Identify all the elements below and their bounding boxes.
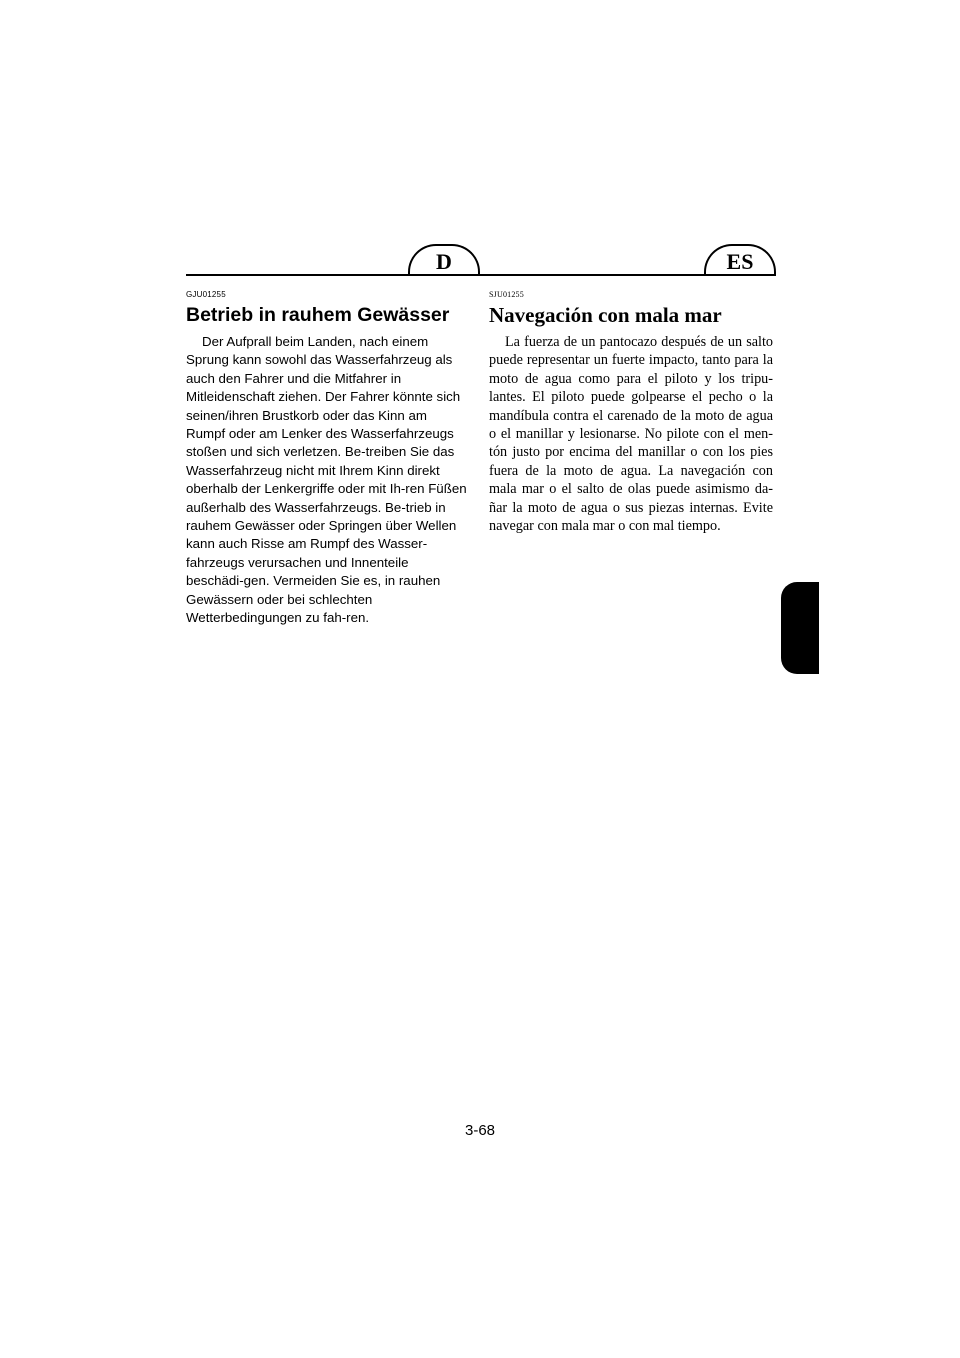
language-tab-spanish — [704, 244, 776, 276]
spanish-column — [489, 290, 773, 535]
page-number: 3-68 — [464, 1122, 496, 1139]
german-section-code: GJU01255 — [186, 290, 226, 299]
german-column — [186, 290, 468, 628]
spanish-section-title: Navegación con mala mar — [489, 303, 722, 327]
spanish-section-body: La fuerza de un pantocazo después de un salto puede representar un fuerte impacto, tanto para la moto de agua como para el piloto y los tripu-lantes. El piloto puede golpearse el pecho o la mandíbula contra el carenado de la moto de agua o el manillar y lesionarse. No pilote con el men-tón justo por encima del manillar o con los pies fuera de la moto de agua. La navegación con mala mar o el salto de olas puede asimismo da-ñar la moto de agua o sus piezas internas. Evite navegar con mala mar o con mal tiempo. — [489, 334, 773, 535]
german-section-title: Betrieb in rauhem Gewässer — [186, 304, 450, 326]
german-section-body: Der Aufprall beim Landen, nach einem Sprung kann sowohl das Wasserfahrzeug als auch den Fahrer und die Mitfahrer in Mitleidenschaft ziehen. Der Fahrer könnte sich seinen/ihren Brustkorb oder das Kinn am Rumpf oder am Lenker des Wasserfahrzeugs stoßen und sich verletzen. Be-treiben Sie das Wasserfahrzeug nicht mit Ihrem Kinn direkt oberhalb der Lenkergriffe oder mit Ih-ren Füßen außerhalb des Wasserfahrzeugs. Be-trieb in rauhem Gewässer oder Springen über Wellen kann auch Risse am Rumpf des Wasser-fahrzeugs verursachen und Innenteile beschädi-gen. Vermeiden Sie es, in rauhen Gewässern oder bei schlechten Wetterbedingungen zu fah-ren. — [186, 334, 467, 626]
language-label-spanish: ES — [726, 249, 754, 274]
chapter-thumb-tab — [781, 582, 819, 674]
language-label-german: D — [436, 249, 452, 274]
spanish-section-code: SJU01255 — [489, 290, 524, 299]
language-tab-german — [408, 244, 480, 276]
header-divider — [186, 274, 776, 276]
